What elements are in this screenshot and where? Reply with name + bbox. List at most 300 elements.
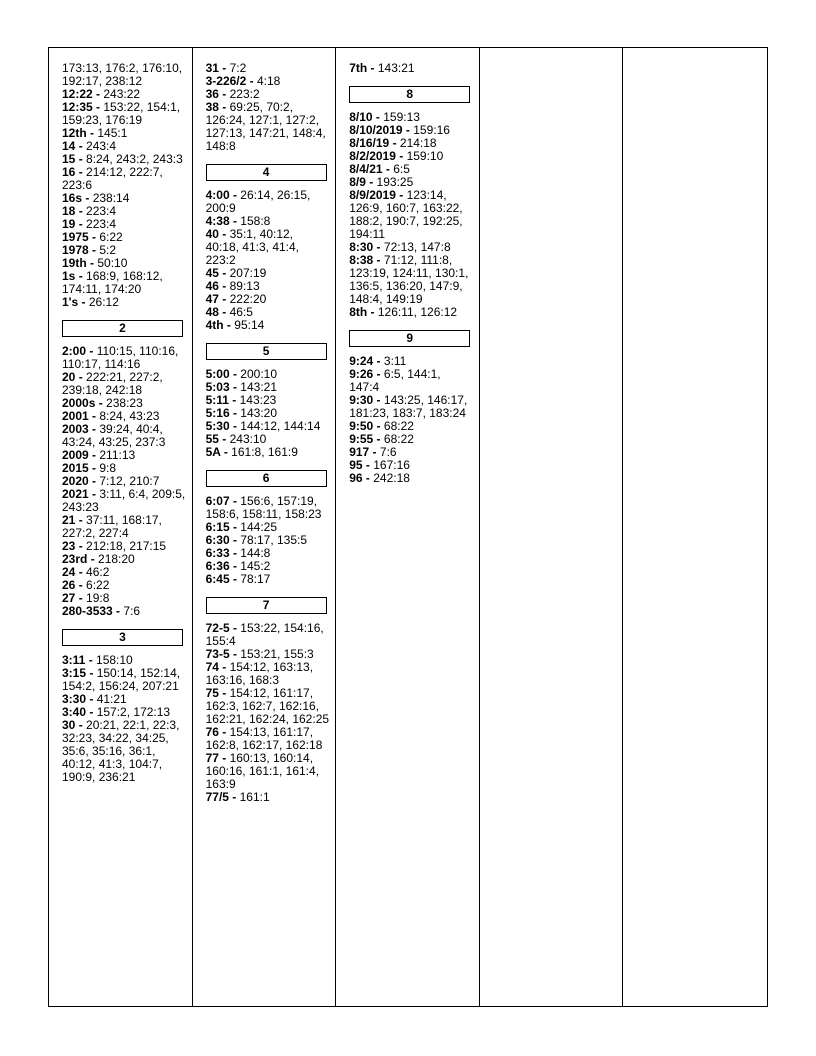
term-separator: - [218, 686, 230, 700]
page-line-refs: 37:11, 168:17, 227:2, 227:4 [62, 513, 162, 540]
section-header: 7 [206, 597, 327, 614]
index-entry [62, 345, 186, 371]
index-term: 16 [62, 165, 76, 179]
term-separator: - [86, 666, 97, 680]
index-term: 8/9/2019 [349, 188, 396, 202]
page-line-refs: 26:14, 26:15, 200:9 [205, 188, 311, 215]
page-line-refs: 9:8 [99, 461, 117, 475]
page-line-refs: 143:20 [240, 406, 277, 420]
index-term: 16s [62, 191, 83, 205]
page-line-refs: 214:18 [399, 136, 437, 150]
index-entry [206, 495, 330, 521]
page-line-refs: 243:4 [86, 139, 117, 153]
index-term: 2020 [62, 474, 89, 488]
page-line-refs: 223:2 [229, 87, 260, 101]
term-separator: - [229, 214, 241, 228]
index-term: 77 [205, 751, 219, 765]
index-entry [206, 573, 330, 586]
index-term: 31 [205, 61, 219, 75]
page-line-refs: 154:12, 161:17, 162:3, 162:7, 162:16, 162:21, 162:24, 162:25 [205, 686, 330, 726]
page-line-refs: 144:25 [240, 520, 277, 534]
term-separator: - [218, 279, 230, 293]
term-separator: - [373, 253, 384, 267]
page-line-refs: 143:21 [240, 380, 277, 394]
section-header: 5 [206, 343, 327, 360]
term-separator: - [367, 305, 378, 319]
index-entry [206, 319, 330, 332]
term-separator: - [402, 123, 414, 137]
index-term: 5A [205, 445, 221, 459]
index-entry [206, 687, 330, 726]
term-separator: - [75, 591, 87, 605]
index-term: 18 [62, 204, 76, 218]
term-separator: - [362, 458, 374, 472]
page-line-refs: 200:10 [240, 367, 277, 381]
page-line-refs: 214:12, 222:7, 223:6 [62, 165, 163, 192]
page-line-refs: 72:13, 147:8 [383, 240, 451, 254]
term-separator: - [88, 243, 100, 257]
term-separator: - [86, 126, 98, 140]
term-separator: - [218, 292, 230, 306]
index-term: 9:24 [349, 354, 374, 368]
page-line-refs: 159:10 [406, 149, 444, 163]
term-separator: - [223, 318, 235, 332]
page-line-refs: 6:22 [86, 578, 110, 592]
page-line-refs: 153:21, 155:3 [240, 647, 314, 661]
index-term: 3:15 [62, 666, 87, 680]
index-term: 2015 [62, 461, 89, 475]
index-entry [206, 228, 330, 267]
page-line-refs: 161:8, 161:9 [231, 445, 298, 459]
page-line-refs: 7:6 [379, 445, 397, 459]
index-term: 5:00 [205, 367, 230, 381]
section-header: 3 [62, 629, 183, 646]
page-line-refs: 126:11, 126:12 [377, 305, 458, 319]
index-term: 24 [62, 565, 76, 579]
index-term: 12th [62, 126, 87, 140]
page-line-refs: 69:25, 70:2, 126:24, 127:1, 127:2, 127:13, 147:21, 148:4, 148:8 [205, 100, 326, 153]
page-line-refs: 238:23 [106, 396, 143, 410]
page-line-refs: 26:12 [88, 295, 119, 309]
term-separator: - [373, 393, 384, 407]
index-entry [206, 622, 330, 648]
index-term: 2003 [62, 422, 89, 436]
page-line-refs: 160:13, 160:14, 160:16, 161:1, 161:4, 163:9 [205, 751, 320, 791]
index-term: 74 [205, 660, 219, 674]
index-term: 14 [62, 139, 76, 153]
index-entry [62, 719, 186, 784]
term-separator: - [86, 256, 98, 270]
index-term: 1's [62, 295, 79, 309]
index-entry [349, 306, 473, 319]
page-line-refs: 71:12, 111:8, 123:19, 124:11, 130:1, 136:5, 136:20, 147:9, 148:4, 149:19 [349, 253, 469, 306]
term-separator: - [228, 393, 240, 407]
term-separator: - [229, 494, 241, 508]
index-entry [206, 661, 330, 687]
term-separator: - [373, 432, 384, 446]
page-line-refs: 39:24, 40:4, 43:24, 43:25, 237:3 [62, 422, 166, 449]
index-term: 917 [349, 445, 370, 459]
page-line-refs: 222:21, 227:2, 239:18, 242:18 [62, 370, 163, 397]
page-line-refs: 158:10 [96, 653, 133, 667]
term-separator: - [85, 653, 97, 667]
page-line-refs: 159:13 [383, 110, 420, 124]
term-separator: - [382, 162, 394, 176]
term-separator: - [373, 367, 384, 381]
page-line-refs: 173:13, 176:2, 176:10, 192:17, 238:12 [62, 61, 183, 88]
term-separator: - [369, 445, 380, 459]
index-term: 9:55 [349, 432, 374, 446]
index-term: 8/10 [349, 110, 373, 124]
page-line-refs: 8:24, 243:2, 243:3 [86, 152, 183, 166]
term-separator: - [373, 419, 384, 433]
page-line-refs: 211:13 [99, 448, 136, 462]
term-separator: - [229, 419, 241, 433]
page-line-refs: 7:12, 210:7 [99, 474, 160, 488]
page-line-refs: 4:18 [256, 74, 281, 88]
index-term: 3-226/2 [205, 74, 247, 88]
index-entry [206, 189, 330, 215]
index-column-3 [336, 48, 480, 1006]
page-line-refs: 110:15, 110:16, 110:17, 114:16 [62, 344, 179, 371]
index-page [48, 47, 768, 1007]
index-entry [206, 791, 330, 804]
index-term: 12:35 [62, 100, 93, 114]
page-line-refs: 6:5 [393, 162, 410, 176]
index-term: 27 [62, 591, 76, 605]
page-line-refs: 222:20 [229, 292, 267, 306]
index-column-1 [49, 48, 193, 1006]
page-line-refs: 168:9, 168:12, 174:11, 174:20 [62, 269, 163, 296]
term-separator: - [88, 461, 100, 475]
section-header: 2 [62, 320, 183, 337]
index-entry [62, 296, 186, 309]
term-separator: - [88, 230, 100, 244]
page-line-refs: 6:5, 144:1, 147:4 [349, 367, 441, 394]
page-line-refs: 159:16 [413, 123, 450, 137]
index-term: 21 [62, 513, 76, 527]
index-entry [206, 446, 330, 459]
term-separator: - [218, 305, 230, 319]
page-line-refs: 161:1 [239, 790, 270, 804]
term-separator: - [82, 191, 93, 205]
index-entry [62, 270, 186, 296]
index-term: 6:45 [205, 572, 230, 586]
page-line-refs: 153:22, 154:16, 155:4 [205, 621, 324, 648]
index-column-4 [480, 48, 624, 1006]
page-line-refs: 156:6, 157:19, 158:6, 158:11, 158:23 [205, 494, 322, 521]
index-term: 8th [349, 305, 368, 319]
term-separator: - [220, 445, 232, 459]
page-line-refs: 154:13, 161:17, 162:8, 162:17, 162:18 [205, 725, 323, 752]
index-term: 6:15 [205, 520, 230, 534]
page-line-refs: 35:1, 40:12, 40:18, 41:3, 41:4, 223:2 [205, 227, 300, 267]
term-separator: - [229, 380, 241, 394]
term-separator: - [229, 188, 241, 202]
page-line-refs: 6:22 [99, 230, 123, 244]
page-line-refs: 89:13 [229, 279, 260, 293]
index-term: 5:11 [205, 393, 229, 407]
term-separator: - [372, 110, 384, 124]
page-line-refs: 143:21 [377, 61, 415, 75]
index-term: 76 [205, 725, 219, 739]
term-separator: - [246, 74, 257, 88]
page-line-refs: 41:21 [96, 692, 127, 706]
term-separator: - [218, 227, 230, 241]
index-entry [206, 752, 330, 791]
index-entry [62, 667, 186, 693]
term-separator: - [75, 539, 87, 553]
page-line-refs: 218:20 [98, 552, 135, 566]
page-line-refs: 68:22 [383, 432, 414, 446]
index-term: 4th [205, 318, 224, 332]
page-line-refs: 243:10 [229, 432, 267, 446]
page-line-refs: 154:12, 163:13, 163:16, 168:3 [205, 660, 314, 687]
page-line-refs: 7:2 [229, 61, 247, 75]
term-separator: - [75, 565, 87, 579]
term-separator: - [75, 217, 87, 231]
term-separator: - [229, 647, 241, 661]
page-line-refs: 78:17 [240, 572, 271, 586]
index-term: 9:26 [349, 367, 374, 381]
term-separator: - [92, 87, 104, 101]
page-line-refs: 20:21, 22:1, 22:3, 32:23, 34:22, 34:25, 35:6, 35:16, 36:1, 40:12, 41:3, 104:7, 190:9, 236:21 [62, 718, 180, 784]
index-term: 4:38 [205, 214, 230, 228]
page-line-refs: 143:25, 146:17, 181:23, 183:7, 183:24 [349, 393, 468, 420]
term-separator: - [86, 705, 97, 719]
index-term: 23rd [62, 552, 88, 566]
page-line-refs: 223:4 [86, 217, 117, 231]
page-line-refs: 46:2 [86, 565, 110, 579]
term-separator: - [362, 471, 374, 485]
page-line-refs: 144:8 [240, 546, 271, 560]
index-term: 75 [205, 686, 219, 700]
index-term: 19 [62, 217, 76, 231]
index-term: 4:00 [205, 188, 230, 202]
page-line-refs: 7:6 [123, 604, 141, 618]
term-separator: - [88, 448, 100, 462]
index-term: 8:38 [349, 253, 374, 267]
term-separator: - [95, 396, 107, 410]
index-term: 5:03 [205, 380, 230, 394]
page-line-refs: 145:2 [240, 559, 271, 573]
term-separator: - [229, 406, 241, 420]
page-line-refs: 207:19 [229, 266, 267, 280]
page-line-refs: 150:14, 152:14, 154:2, 156:24, 207:21 [62, 666, 181, 693]
term-separator: - [78, 295, 89, 309]
page-line-refs: 50:10 [97, 256, 128, 270]
term-separator: - [229, 520, 241, 534]
page-line-refs: 153:22, 154:1, 159:23, 176:19 [62, 100, 181, 127]
index-entry [206, 726, 330, 752]
term-separator: - [218, 660, 230, 674]
index-term: 2001 [62, 409, 89, 423]
page-line-refs: 78:17, 135:5 [240, 533, 308, 547]
index-term: 6:36 [205, 559, 230, 573]
term-separator: - [365, 175, 377, 189]
index-term: 23 [62, 539, 76, 553]
index-term: 19th [62, 256, 87, 270]
term-separator: - [75, 204, 87, 218]
term-separator: - [112, 604, 124, 618]
index-term: 2021 [62, 487, 89, 501]
index-term: 46 [205, 279, 219, 293]
index-term: 12:22 [62, 87, 93, 101]
index-term: 8/16/19 [349, 136, 390, 150]
term-separator: - [75, 152, 87, 166]
term-separator: - [75, 165, 87, 179]
index-term: 96 [349, 471, 363, 485]
index-entry [62, 514, 186, 540]
index-entry [349, 254, 473, 306]
index-term: 8/9 [349, 175, 366, 189]
page-line-refs: 8:24, 43:23 [99, 409, 160, 423]
index-term: 95 [349, 458, 363, 472]
page-line-refs: 238:14 [92, 191, 130, 205]
term-separator: - [75, 139, 87, 153]
term-separator: - [87, 552, 99, 566]
index-entry [62, 101, 186, 127]
term-separator: - [229, 546, 241, 560]
index-term: 5:16 [205, 406, 230, 420]
index-term: 2:00 [62, 344, 87, 358]
index-term: 26 [62, 578, 76, 592]
page-line-refs: 5:2 [99, 243, 117, 257]
index-entry [349, 189, 473, 241]
index-entry [62, 371, 186, 397]
index-term: 3:11 [62, 653, 86, 667]
page-line-refs: 242:18 [373, 471, 410, 485]
term-separator: - [218, 266, 230, 280]
index-entry [349, 368, 473, 394]
term-separator: - [218, 100, 230, 114]
index-entry [349, 472, 473, 485]
index-term: 2009 [62, 448, 89, 462]
term-separator: - [228, 790, 240, 804]
index-entry [62, 605, 186, 618]
term-separator: - [218, 751, 230, 765]
index-term: 38 [205, 100, 219, 114]
term-separator: - [92, 100, 104, 114]
term-separator: - [88, 474, 100, 488]
term-separator: - [218, 725, 230, 739]
term-separator: - [373, 354, 384, 368]
term-separator: - [389, 136, 400, 150]
index-term: 6:07 [205, 494, 230, 508]
section-header: 4 [206, 164, 327, 181]
page-line-refs: 3:11 [383, 354, 407, 368]
index-entry [62, 488, 186, 514]
page-line-refs: 157:2, 172:13 [96, 705, 171, 719]
index-term: 45 [205, 266, 219, 280]
index-column-5 [623, 48, 767, 1006]
term-separator: - [88, 487, 100, 501]
page-line-refs: 243:22 [103, 87, 141, 101]
term-separator: - [367, 61, 378, 75]
page-line-refs: 143:23 [239, 393, 277, 407]
term-separator: - [75, 578, 87, 592]
index-term: 15 [62, 152, 76, 166]
term-separator: - [88, 422, 100, 436]
page-line-refs: 145:1 [97, 126, 128, 140]
index-term: 40 [205, 227, 219, 241]
page-line-refs: 3:11, 6:4, 209:5, 243:23 [62, 487, 186, 514]
section-header: 8 [349, 86, 470, 103]
index-term: 55 [205, 432, 219, 446]
index-term: 8/10/2019 [349, 123, 403, 137]
index-term: 20 [62, 370, 76, 384]
page-line-refs: 158:8 [240, 214, 271, 228]
index-term: 6:30 [205, 533, 230, 547]
page-line-refs: 212:18, 217:15 [86, 539, 167, 553]
page-line-refs: 68:22 [383, 419, 414, 433]
term-separator: - [229, 367, 241, 381]
index-term: 5:30 [205, 419, 230, 433]
index-term: 2000s [62, 396, 96, 410]
index-term: 1978 [62, 243, 89, 257]
term-separator: - [395, 188, 407, 202]
index-term: 8/4/21 [349, 162, 383, 176]
term-separator: - [229, 572, 241, 586]
term-separator: - [218, 61, 230, 75]
term-separator: - [218, 87, 230, 101]
index-term: 1975 [62, 230, 89, 244]
term-separator: - [86, 692, 97, 706]
term-separator: - [75, 513, 87, 527]
term-separator: - [75, 269, 87, 283]
index-entry [62, 423, 186, 449]
term-separator: - [86, 344, 97, 358]
term-separator: - [229, 533, 241, 547]
index-term: 8:30 [349, 240, 374, 254]
index-term: 280-3533 [62, 604, 113, 618]
page-line-refs: 123:14, 126:9, 160:7, 163:22, 188:2, 190:7, 192:25, 194:11 [349, 188, 463, 241]
index-term: 6:33 [205, 546, 230, 560]
page-line-refs: 19:8 [86, 591, 110, 605]
index-term: 9:30 [349, 393, 374, 407]
index-term: 3:30 [62, 692, 87, 706]
index-term: 3:40 [62, 705, 87, 719]
page-line-refs: 193:25 [376, 175, 414, 189]
index-term: 36 [205, 87, 219, 101]
index-term: 48 [205, 305, 219, 319]
term-separator: - [75, 370, 87, 384]
index-entry [349, 62, 473, 75]
index-term: 30 [62, 718, 76, 732]
term-separator: - [229, 559, 241, 573]
index-term: 1s [62, 269, 76, 283]
page-line-refs: 144:12, 144:14 [240, 419, 321, 433]
index-entry [62, 62, 186, 88]
index-term: 77/5 [205, 790, 229, 804]
term-separator: - [395, 149, 407, 163]
term-separator: - [229, 621, 241, 635]
index-entry [62, 166, 186, 192]
term-separator: - [75, 718, 87, 732]
index-term: 7th [349, 61, 368, 75]
term-separator: - [373, 240, 384, 254]
index-entry [349, 394, 473, 420]
page-line-refs: 167:16 [373, 458, 410, 472]
page-line-refs: 223:4 [86, 204, 117, 218]
page-line-refs: 46:5 [229, 305, 253, 319]
section-header: 6 [206, 470, 327, 487]
index-entry [206, 101, 330, 153]
term-separator: - [88, 409, 100, 423]
section-header: 9 [349, 330, 470, 347]
term-separator: - [218, 432, 230, 446]
index-term: 8/2/2019 [349, 149, 396, 163]
